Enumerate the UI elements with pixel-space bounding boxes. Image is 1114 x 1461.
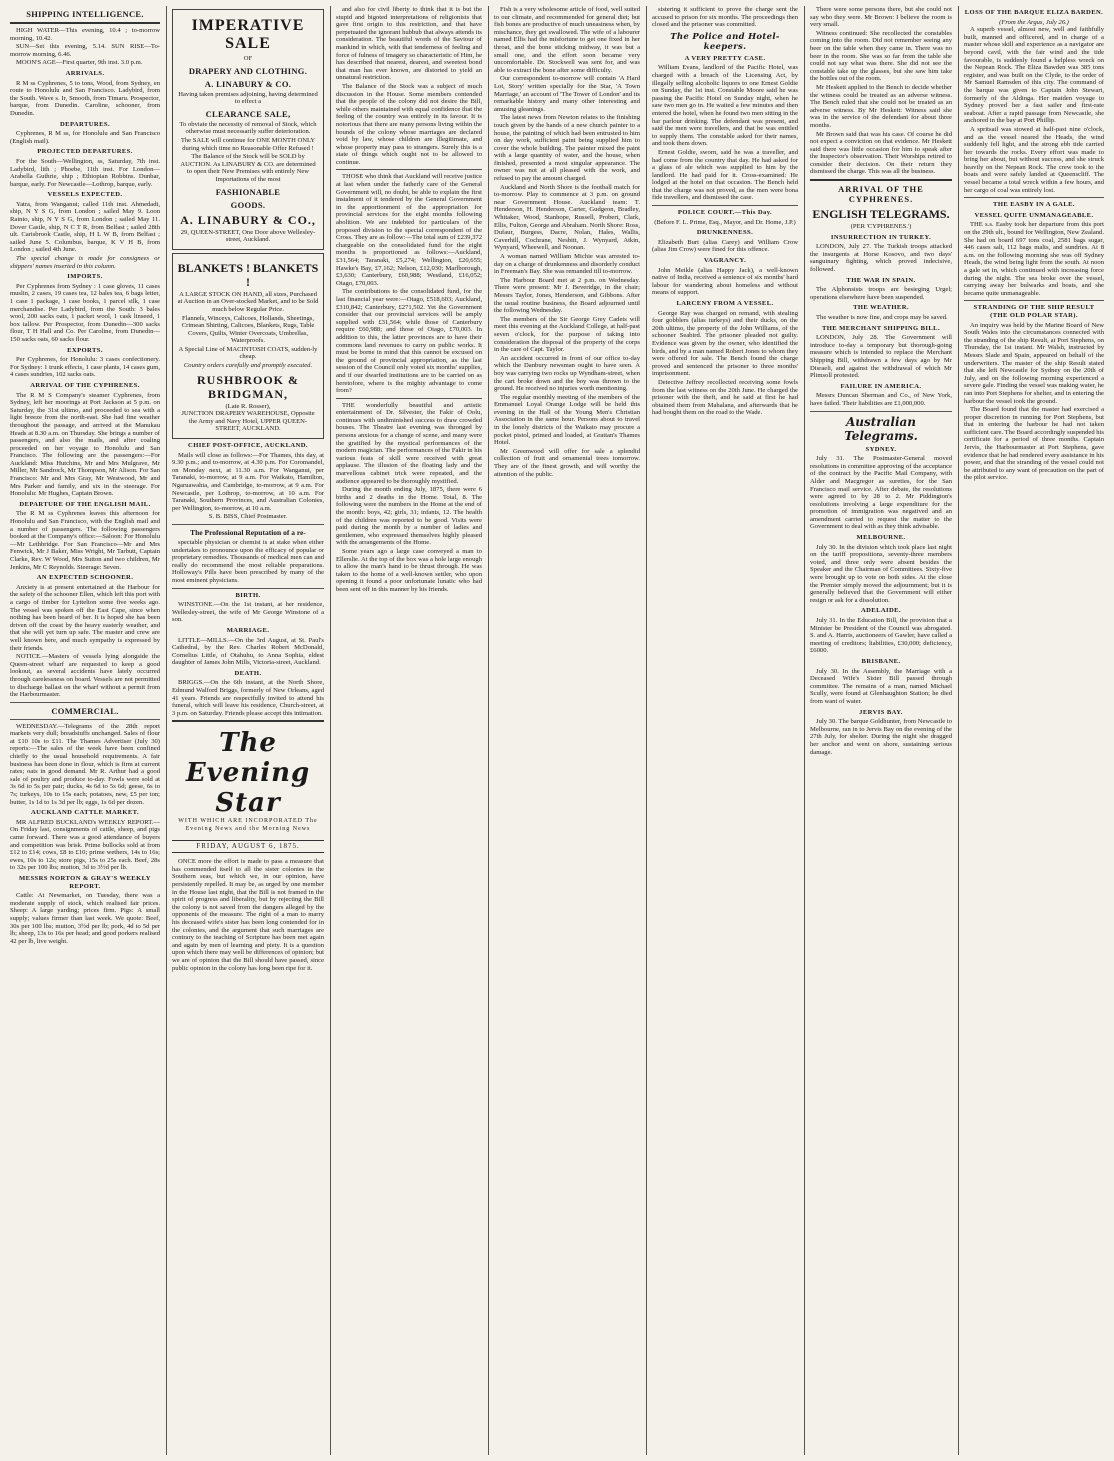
stranding-heading: STRANDING OF THE SHIP RESULT (THE OLD POLAR STAR). — [973, 304, 1095, 319]
expected-note: The special change is made for consignees or shippers' names inserted in this column. — [10, 255, 160, 270]
notice-text: NOTICE.—Masters of vessels lying alongside the Queen-street wharf are requested to keep a good lookout, as several accidents have lately occurred through carelessness on board. Vessels are not permitted to discharge ballast on the wharf without a permit from the Harbourmaster. — [10, 653, 160, 699]
ad-fashionable: FASHIONABLE — [215, 186, 281, 197]
ad-body: Having taken premises adjoining, having determined to effect a — [178, 90, 318, 106]
witness-text-2: Witness continued: She recollected the constables coming into the room. Did not remember seeing any beer on the table when they came in. There was no beer in the room. She was so far from the table she could not say what was there. She did not see the constable take up the glasses, but she saw him take the bottles out of the room. — [810, 29, 952, 83]
arrivals-heading: ARRIVALS. — [65, 69, 105, 77]
police-text: William Evans, landlord of the Pacific Hotel, was charged with a breach of the Licensing Act, by illegally selling alcoholic liquors to one Ernest Goldie on Sunday, the 1st inst. Constable Moore said he was passing the Pacific Hotel on Sunday night, when he saw two men go in. He waited a few minutes and then entered the hotel, when he found two men sitting in the bar parlour drinking. The defendant was present, and said the men were travellers, and that he was entitled to supply them. The constable asked for their names, and took them down. — [652, 64, 798, 148]
masthead — [172, 728, 324, 833]
exports-text: Per Cyphrenes, for Honolulu: 3 cases confectionery. For Sydney: 1 trunk effects, 1 case plants, 14 cases gum, 4 cases sundries, 102 sacks oats. — [10, 356, 160, 379]
cyphrenes-heading: ARRIVAL OF THE CYPHRENES. — [838, 184, 924, 205]
sun-text: SUN—Set this evening, 5.14. SUN RISE—To-morrow morning, 6.46. — [10, 43, 160, 58]
blankets-note: Country orders carefully and promptly executed. — [183, 362, 313, 370]
football-text: Auckland and North Shore is the football match for to-morrow. Play to commence at 3 p.m. on ground near Government House. Auckland team: T. Henderson, H. Henderson, Carter, Gudgeon, Bradley, Whitaker, Wood, Stanhope, Russell, Probert, Clark, Ellis, Fulton, George and Abraham. North Shore: Ross, Dufaur, Burgess, Dacre, Nolan, Hales, Wallis, Caverhill, Cochrane, Nesbitt, J. Wynyard, Atkin, Wynyard, Wheewell, and Noonan. — [494, 183, 640, 252]
loss-source: (From the Argus, July 26.) — [999, 18, 1069, 26]
departures-heading: DEPARTURES. — [59, 120, 111, 128]
blankets-firm-sub: (Late R. Rosser), — [225, 402, 271, 410]
expected-heading: VESSELS EXPECTED. — [47, 191, 123, 199]
spain-text: The Alphonsists troops are besieging Urgel; operations elsewhere have been suspended. — [810, 286, 952, 301]
blankets-body-2: A Special Line of MACINTOSH COATS, sudden-ly cheap. — [178, 345, 318, 361]
projected-text: For the South—Wellington, ss, Saturday, 7th inst. Ladybird, lith ; Phoebe, 11th inst. For London—Arabella Guthrie, ship ; Ethiopian Robbins. Dunbar, barque, early. For Newcastle—Lothrop, barque, early. — [10, 157, 160, 188]
birth-heading: BIRTH. — [235, 591, 261, 599]
gale-subheading: VESSEL QUITE UNMANAGEABLE. — [974, 211, 1094, 219]
adelaide-heading: ADELAIDE. — [860, 607, 902, 615]
adelaide-text: July 31. In the Education Bill, the provision that a Minister be President of the Council was abrogated. S. and A. Harris, auctioneers of Gawler, have called a meeting of creditors; liabilities, £30,000; deficiency, £6000. — [810, 617, 952, 655]
column-local-news — [490, 6, 644, 1455]
painter-text: The latest news from Newton relates to the finishing touch given by the hands of a new church painter to a house, the painting of which had been entrusted to him on day work, sufficient paint being supplied him to cover the whole building. The painter mixed the paint with a large quantity of water, and the house, when finished, presented a most singular appearance. The owner was not at all pleased with the work, and refused to pay the amount charged. — [494, 114, 640, 183]
death-heading: DEATH. — [234, 669, 262, 677]
failure-heading: FAILURE IN AMERICA. — [840, 382, 922, 390]
apportionment-text-2: The contributions to the consolidated fund, for the last financial year were:—Otago, £518,603; Auckland, £310,842; Canterbury, £271,502. Yet the Government consider that our provincial services will be amply supplied with £31,564; while those of Canterbury require £60,988; and those of Otago, £70,003. In addition to this, the latter provinces are to have their commons land revenues to carry on public works. It must be borne in mind that this cannot be excused on the ground of provincial appropriation, as the last session of the Council only voted six months' supplies, and if our dwarfed institutions are to be carried on as heretofore, where is the mighty advantage to come from? — [336, 288, 482, 395]
newspaper-page — [6, 6, 1108, 1455]
blankets-firm: RUSHBROOK & BRIDGMAN, — [196, 372, 299, 401]
witness-text-4: Mr Brown said that was his case. Of course he did not expect a conviction on that evidence. Mr Heskett said there was little occasion for him to speak after the Inspector's observation. Their Worships retired to consider their decision. On their return they dismissed the charge. This was all the business. — [810, 130, 952, 176]
police-subheading: A VERY PRETTY CASE. — [684, 54, 766, 62]
correspondent-text: Our correspondent to-morrow will contain 'A Hard Lot, Story' written specially for the Star, 'A Town Marriage,' an account of 'The Tower of London' and its remarkable history and many other interesting and amusing gleanings. — [494, 75, 640, 113]
departure-heading: DEPARTURE OF THE ENGLISH MAIL. — [19, 500, 151, 508]
post-office-heading: CHIEF POST-OFFICE, AUCKLAND. — [188, 442, 308, 450]
imports-heading: IMPORTS. — [67, 273, 103, 281]
stranding-text-2: The Board found that the master had exercised a proper discretion in running for Port Stephens, but that in entering the harbour he had not taken sufficient care. The Board accordingly suspended his certificate for a period of three months. Captain Jervis, the Harbourmaster at Port Stephens, gave evidence that he had rendered every assistance in his power, and that the stranding of the vessel could not be attributed to any want of precaution on the part of the pilot service. — [964, 406, 1104, 482]
column-rule — [804, 6, 805, 1455]
departure-text: The R M ss Cyphrenes leaves this afternoon for Honolulu and San Francisco, with the English mail and a number of passengers. The following passengers booked at the Company's office:—Saloon: For Honolulu—Mr Lethbridge. For San Francisco—Mr and Mrs Fenwick, Mr J Baker, Miss Wright, Mr Tarbutt, Captain Clarke, Rev. W Wood, Mrs Sutton and two children, Mr Jenkins, Mr C Reynolds. Steerage: Seven. — [10, 510, 160, 571]
column-shipping-news — [960, 6, 1108, 1455]
court-heading: POLICE COURT.—This Day. — [677, 209, 773, 217]
death-text: BRIGGS.—On the 6th instant, at the North Shore, Edmund Walford Briggs, formerly of New Orleans, aged 41 years. Friends are respectfully invited to attend his funeral, which will leave his residence, Church-street, at 3 p.m. on Saturday. Friends please accept this intimation. — [172, 679, 324, 717]
professional-heading: The Professional Reputation of a re- — [190, 527, 306, 537]
larceny-heading: LARCENY FROM A VESSEL. — [676, 300, 774, 307]
ad-body-4: The Balance of the Stock will be SOLD by AUCTION. As LINABURY & CO. are determined to open their New Premises with entirely New Importations of the most — [180, 153, 316, 183]
editorial-cont-1: and also for civil liberty to think that it is but the stupid and bigoted interpretations of religionists that gave first origin to this restriction, and that have perpetuated the ignorant hubbub that always attends its consideration. The beautiful words of the Saviour of mankind in which, with that tenderness of feeling and force of fulness of imagery so characteristic of Him, he has described that nearest, dearest, and sweetest bond that man has ever known, are distorted to yield an unnatural restriction. — [336, 6, 482, 82]
drunkenness-heading: DRUNKENNESS. — [696, 229, 754, 237]
column-rule — [958, 6, 959, 1455]
blankets-list: Flannels, Winceys, Calicoes, Hollands, Sheetings, Crimean Shirting, Calicoes, Blankets, Rugs, Table Covers, Quilts, Winter Overcoats, Umbrellas, Waterproofs. — [181, 314, 315, 345]
ad-body-3: The SALE will continue for ONE MONTH ONLY during which time no Reasonable Offer Refused ! — [180, 136, 316, 152]
marriage-heading: MARRIAGE. — [226, 626, 270, 634]
shipping-bill-heading: THE MERCHANT SHIPPING BILL. — [821, 324, 941, 332]
expected-text: Yatra, from Wanganui; called 11th inst. Ahmedadt, ship, N Y S G, from London ; sailed May 9. Loon Rainto, ship, N Y S G, from London ; sailed May 11. Dover Castle, ship, N C T R, from Belfast ; sailed 28th ult. Carisbrook Castle, ship, H L W B, from Belfast ; sailed June 5. Columbus, barque, K V H B, from London ; sailed 4th June. — [10, 200, 160, 254]
section-title-shipping: SHIPPING INTELLIGENCE. — [26, 9, 144, 19]
weather-text: The weather is now fine, and crops may be saved. — [816, 314, 948, 321]
editorial-text: ONCE more the effort is made to pass a measure that has commended itself to all the sister colonies in the Southern seas, but which we, in our opinion, have persistently repelled. It may be, as urged by one member in the House last night, that the Bill is not framed in the spirit of progress and liberality, but by rejecting the Bill the colony is not saved from the dangers alleged by the opponents of the measure. The right of a man to marry his deceased wife's sister has been long contended for in the colonies, and the argument that such marriages are contrary to the teaching of Scripture has been met again and again by men of learning and piety. It is a question upon which there may well be differences of opinion; but we are of opinion that the Bill should have passed, since public opinion in the colony has long been ripe for it. — [172, 858, 324, 972]
orange-lodge-text: The regular monthly meeting of the members of the Emmanuel Loyal Orange Lodge will be held this evening in the Hall of the Young Men's Christian Association in the same hour. Persons about to travel in the lonely districts of the Waikato may procure a pocket pistol, primed and loaded, at Grattan's Thames Hotel. — [494, 393, 640, 447]
commercial-heading: COMMERCIAL. — [51, 705, 119, 716]
fish-bone-text: Fish is a very wholesome article of food, well suited to our climate, and recommended for general diet; but fish bones are productive of much uneasiness when, by mischance, they get swallowed. The wife of a labourer named Ellis had the misfortune to get one fixed in her throat, and the bone sticking midway, it was but a small one, and the effort soon became very uncomfortable. Dr. Stockwell was sent for, and was able to extract the bone after some difficulty. — [494, 6, 640, 74]
larceny-text: George Ray was charged on remand, with stealing four gobblers (alias turkeys) and their ducks, on the 20th ultimo, the property of the John Williams, of the schooner Seabird. The prisoner pleaded not guilty. Evidence was given by the owner, who identified the birds, and by a man named Robert Jones to whom they were offered for sale. The Bench found the charge proved and sentenced the prisoner to three months' imprisonment. — [652, 309, 798, 378]
spain-heading: THE WAR IN SPAIN. — [846, 276, 916, 284]
ad-body-2: To obviate the necessity of removal of Stock, which otherwise must necessarily suffer deterioration. — [179, 120, 317, 136]
column-rule — [488, 6, 489, 1455]
moon-text: MOON'S AGE—First quarter, 9th inst. 3.0 p.m. — [16, 59, 143, 67]
jervis-bay-text: July 30. The barque Goldhunter, from Newcastle to Melbourne, ran in to Jervis Bay on the evening of the 27th July, for shelter. During the night she dragged her anchor and went on shore, sustaining serious damage. — [810, 718, 952, 756]
vagrancy-heading: VAGRANCY. — [703, 257, 747, 265]
masthead-title: The Evening Star — [185, 728, 311, 819]
arrivals-text: R M ss Cyphrenes, 5 to tons, Wood, from Sydney, en route to Honolulu and San Francisco. Ladybird, from the South. Wave s. Ir, Smooth, from Timaru. Prospector, barque, from Dunedin. Caroline, schooner, from Dunedin. — [10, 79, 160, 117]
projected-heading: PROJECTED DEPARTURES. — [37, 148, 133, 156]
editorial-cont-2: The Balance of the Stock was a subject of much discussion in the House. Some members contended that the people of the colony did not desire the Bill, while others maintained with equal confidence that the feeling of the country was entirely in its favour. It is notorious that there are many persons living within the bounds of the colony whose marriages are declared void by law, whose children are illegitimate, and whose property may pass to strangers. Surely this is a state of things which ought not to be allowed to continue. — [336, 82, 482, 166]
column-shipping — [6, 6, 164, 1455]
witness-text-1: There were some persons there, but she could not say who they were. Mr Brown: I believe the room is very small. — [810, 6, 952, 29]
tides-text: HIGH WATER—This evening, 10.4 ; to-morrow morning, 10.42. — [10, 27, 160, 42]
cattle-heading: AUCKLAND CATTLE MARKET. — [30, 809, 140, 817]
blankets-ad — [172, 253, 324, 439]
ad-of: OF — [243, 55, 253, 62]
larceny-text-2: Detective Jeffrey recollected receiving some fowls from the last witness on the 20th June. He charged the prisoner with the theft, and he said at first he had obtained them from Mahalana, and afterwards that he had bought them on the road to the Wade. — [652, 378, 798, 417]
birth-text: WINSTONE.—On the 1st instant, at her residence, Wellesley-street, the wife of Mr George Winstone of a son. — [172, 601, 324, 624]
court-bench: (Before F. L. Prime, Esq., Mayor, and Dr. Home, J.P.) — [654, 218, 796, 226]
column-advertisements — [168, 6, 328, 1455]
failure-text: Messrs Duncan Sherman and Co., of New York, have failed. Their liabilities are £1,000,000. — [810, 392, 952, 407]
arrival-text: The R M S Company's steamer Cyphrenes, from Sydney, left her moorings at Port Jackson at 5 p.m. on Saturday, the 31st ultimo, and proceeded to sea with a light breeze from the north-east. She had fine weather throughout the passage, and arrived at the Manukau Heads at 8.30 a.m. on Thursday. She brings a number of passengers, and also the mails, and after coaling proceeded on her voyage to Honolulu and San Francisco. The following are the passengers:—For Auckland: Miss Hutchins, Mr and Mrs Mulgrave, Mr Miller, Mr Sandrock, Mr Thompson, Mr Alison. For San Francisco: Mr and Mrs Gray, Mr Westwood, Mr and Mrs Parker and family, and six in the steerage. For Honolulu: Mr Hughes, Captain Brown. — [10, 391, 160, 498]
ellerslie-text: Some years ago a large case conveyed a man to Ellerslie. At the top of the box was a hole large enough to allow the man's hand to be thrust through. He was taken to the home of a well-known settler, who upon opening it found a poor unfortunate lunatic who had been sent off in this manner by his friends. — [336, 547, 482, 593]
arrival-heading: ARRIVAL OF THE CYPHRENES. — [30, 381, 140, 389]
expected-schooner-heading: AN EXPECTED SCHOONER. — [36, 574, 134, 582]
market-text: Cattle: At Newmarket, on Tuesday, there was a moderate supply of stock, which realised fair prices. Sheep: A large yarding; prices firm. Pigs: A small supply; values firmer than last week. We quote: Beef, 30s per 100 lbs; mutton, 3½d per lb; pork, 4d to 5d per lb; sheep, 13s to 16s per head; and good porkers realised 42 per lb, live weight. — [10, 892, 160, 945]
brisbane-heading: BRISBANE. — [861, 657, 901, 665]
police-cont-text: sistering it sufficient to prove the charge sent the accused to prison for six months. The proceedings then closed and the prisoner was committed. — [652, 6, 798, 29]
gale-text: THE s.s. Easby took her departure from this port on the 29th ult., bound for Wellington, New Zealand. She had on board 697 tons coal, 2581 bags sugar, 446 cases salt, 112 bags malts, and sundries. At 8 a.m. on the following morning she was off Sydney Heads, the wind being light from the south. At noon a gale set in, which continued with increasing force during the night. The sea broke over the vessel, carrying away her bulwarks and boats, and she became quite unmanageable. — [964, 221, 1104, 297]
shipping-bill-text: LONDON, July 28. The Government will introduce to-day a temporary but thorough-going measure which is intended to replace the Merchant Shipping Bill, withdrawn a few days ago by Mr Disraeli, and against the withdrawal of which Mr Plimsoll protested. — [810, 334, 952, 380]
melbourne-heading: MELBOURNE. — [856, 534, 906, 542]
home-report-text: During the month ending July, 1875, there were 6 births and 2 deaths in the Home. Total, 8. The following were the numbers in the Home at the end of the month: boys, 42; girls, 31; infants, 12. The health of the children was reported to be good. Visits were paid during the month by a number of ladies and gentlemen, who expressed themselves highly pleased with the arrangements of the Home. — [336, 486, 482, 547]
market-heading: MESSRS NORTON & GRAY'S WEEKLY REPORT. — [19, 874, 151, 890]
ad-imperative-sale: IMPERATIVE SALE — [191, 17, 305, 52]
column-rule — [330, 6, 331, 1455]
ad-address: 29, QUEEN-STREET, One Door above Wellesley-street, Auckland. — [180, 228, 316, 244]
column-editorial — [332, 6, 486, 1455]
harbour-board-text: The Harbour Board met at 2 p.m. on Wednesday. There were present: Mr J. Beveridge, in the chair; Messrs Taylor, Jones, Henderson, and Gibbons. After the usual routine business, the Board adjourned until the following Wednesday. — [494, 276, 640, 315]
ad-clearance: CLEARANCE SALE, — [205, 108, 291, 119]
witness-text-3: Mr Heskett applied to the Bench to decide whether the witness could be treated as an adverse witness. The Bench ruled that she could not be treated as an adverse witness. By Mr Heskett: Witness said she was in the service of the defendant for about three months. — [810, 83, 952, 129]
ad-firm-name-2: A. LINABURY & CO., — [180, 212, 316, 227]
cadets-text: The members of the Sir George Grey Cadets will meet this evening at the Auckland College, at half-past seven o'clock, for the purpose of taking into consideration the disposal of the property of the corps in the care of Capt. Taylor. — [494, 315, 640, 354]
ad-firm-name: A. LINABURY & CO. — [204, 78, 292, 89]
police-text-2: Ernest Goldie, sworn, said he was a traveller, and had come from the country that day. He had asked for a glass of ale which was supplied to him by the landlord. He had paid for it. Cross-examined: He lodged at the hotel on that occasion. The Bench held that the charge was not proved, as the men were bona fide travellers, and dismissed the case. — [652, 148, 798, 202]
post-office-signature: S. B. BISS, Chief Postmaster. — [208, 513, 288, 521]
column-police — [648, 6, 802, 1455]
drunkenness-text: Elizabeth Burt (alias Carey) and William Crow (alias Jim Crow) were fined for this offence. — [652, 238, 798, 254]
vagrancy-text: John Meikle (alias Happy Jack), a well-known native of India, received a sentence of six months' hard labour for wandering about homeless and without means of support. — [652, 266, 798, 297]
blankets-title: BLANKETS ! BLANKETS ! — [177, 260, 319, 289]
imports-text: Per Cyphrenes from Sydney : 1 case gloves, 11 cases muslin, 2 cases, 19 cases tea, 12 bales tea, 6 bags letter, 1 case 1 package, 1 case books, 1 parcel silk, 1 case merchandise. Per Ladybird, from the South: 3 bales wool, 200 sacks oats, 1 packet wool, 1 cask linseed, 1 box tallow. Per Prospector, from Dunedin—300 sacks flour, T H Hall and Co. Per Caroline, from Dunedin—150 sacks oats, 60 sacks flour. — [10, 282, 160, 343]
jervis-bay-heading: JERVIS BAY. — [859, 708, 903, 716]
ad-goods: GOODS. — [230, 199, 266, 210]
entertainment-text: THE wonderfully beautiful and artistic entertainment of Dr. Silvester, the Fakir of Oolu, continues with undiminished success to draw crowded houses. The Theatre last evening was thronged by persons anxious for a change of scene, and many were the gratified by the mystical performances of the modern magician. The performances of the Fakir in his various feats of skill were received with great applause. The illusion of the floating lady and the marvellous cabinet trick were repeated, and the audience appeared to be thoroughly mystified. — [336, 401, 482, 485]
trees-sale-text: Mr Greenwood will offer for sale a splendid collection of fruit and ornamental trees tomorrow. They are of the finest growth, and will worthy the attention of the public. — [494, 447, 640, 478]
loss-text: A superb vessel, almost new, well and faithfully built, manned and officered, and in charge of a master whose skill and experience as a navigator are beyond cavil, with the fair wind and the tide favourable, is suddenly found a helpless wreck on the Nepean Rock. The Eliza Bawden was 385 tons register, and was built on the Clyde, to the order of Mr Samuel Ramsden of this city. The command of the barque was given to Captain John Stewart, formerly of the Aldinga. Her maiden voyage to Sydney proved her a fast sailer and first-rate seaboat. After a rapid passage from Newcastle, she anchored in the bay at Port Phillip. — [964, 26, 1104, 125]
english-telegrams-heading: ENGLISH TELEGRAMS. — [812, 207, 950, 222]
arrest-text: A woman named William Michie was arrested to-day on a charge of drunkenness and disorderly conduct in Freeman's Bay. She was remanded till to-morrow. — [494, 253, 640, 276]
stranding-text: An inquiry was held by the Marine Board of New South Wales into the circumstances connected with the stranding of the ship Result, at Port Stephens, on Thursday, the 1st instant. Mr Walsh, instructed by Messrs Slade and Spain, appeared on behalf of the underwriters. The master of the ship Result stated that she left Newcastle for Sydney on the 20th of July, and on the following morning experienced a severe gale. Finding the vessel was making water, he ran into Port Stephens for shelter, and in entering the harbour the vessel took the ground. — [964, 321, 1104, 405]
departures-text: Cyphrenes, R M ss, for Honolulu and San Francisco (English mail). — [10, 130, 160, 145]
brisbane-text: July 30. In the Assembly, the Marriage with a Deceased Wife's Sister Bill passed through committee. The remains of a man, named Michael Scully, were found at Glenhaughton Station; he died from want of water. — [810, 667, 952, 705]
drapery-ad — [172, 9, 324, 250]
masthead-subtitle: WITH WHICH ARE INCORPORATED The Evening News and the Morning News — [178, 818, 318, 833]
turkey-text: LONDON, July 27. The Turkish troops attacked the insurgents at Horse Kosovo, and two days' sanguinary fighting, which proved indecisive, followed. — [810, 243, 952, 274]
apportionment-text: THOSE who think that Auckland will receive justice at last when under the fatherly care of the General Government will, no doubt, be able to explain the first instalment of it tendered by the General Government in the apportionment of the appropriation for provincial services for the eight months following abolition. We are indebted for particulars of the proposed division to the special correspondent of the Cross. They are as follow:—The total sum of £239,372 chargeable on the consolidated fund for the eight months is proportioned as follows:—Auckland, £31,564; Taranaki, £5,274; Wellington, £20,655; Hawke's Bay, £7,162; Nelson, £12,030; Marlborough, £3,630; Canterbury, £60,988; Westland, £16,052; Otago, £70,003. — [336, 173, 482, 287]
loss-text-2: A spritsail was stowed at half-past nine o'clock, and as the vessel neared the Heads, the wind suddenly fell light, and the strong ebb tide carried her towards the rocks. Every effort was made to bring her about, but without success, and she struck heavily on the Nepean Rock. The crew took to the boats and were safely landed at Queenscliff. The vessel became a total wreck within a few hours, and her cargo of coal was entirely lost. — [964, 125, 1104, 194]
australian-telegrams-heading: Australian Telegrams. — [844, 414, 918, 443]
police-heading: The Police and Hotel-keepers. — [670, 31, 780, 52]
gale-heading: THE EASBY IN A GALE. — [993, 201, 1075, 209]
sydney-heading: SYDNEY. — [865, 445, 897, 453]
sydney-text: July 31. The Postmaster-General moved resolutions in committee approving of the acceptance of the contract by the Pacific Mail Company, with Alder and Macgregor as sureties, for the San Francisco mail service. After debate, the resolutions were agreed to by 28 to 2. Mr Piddington's resolutions involving a large expenditure for the promotion of immigration was negatived and an amendment carried to request the matter to the Government to deal with as they think advisable. — [810, 455, 952, 531]
turkey-heading: INSURRECTION IN TURKEY. — [830, 233, 932, 241]
telegrams-via: (PER 'CYPHRENES.') — [850, 223, 912, 231]
dateline: FRIDAY, AUGUST 6, 1875. — [172, 840, 324, 854]
weather-heading: THE WEATHER. — [853, 304, 909, 312]
marriage-text: LITTLE—MILLS.—On the 3rd August, at St. Paul's Cathedral, by the Rev. Charles Robert McDonald, Cornelius Little, of Otahuhu, to Anna Sophia, eldest daughter of James John Mills, Victoria-street, Auckland. — [172, 636, 324, 667]
commercial-text: WEDNESDAY.—Telegrams of the 28th report markets very dull; breadstuffs unchanged. Sales of flour at £10 10s to £11. The Thames Advertiser (July 30) reports:—The sales of the week have been confined chiefly to the usual household requirements. A fair business has been done in flour, which is firm at current rates; oats in good demand. Mr R. Arthur had a good sale of poultry and produce to-day. Fowls were sold at 3s 6d to 5s per pair; ducks, 4s 6d to 5s 6d; geese, 6s to 7s; turkeys, 10s to 15s each; potatoes, new, £5 per ton; butter, 1s 1d to 1s 3d per lb; eggs, 1s 6d per dozen. — [10, 722, 160, 806]
column-rule — [646, 6, 647, 1455]
cattle-text: MR ALFRED BUCKLAND's WEEKLY REPORT.—On Friday last, consignments of cattle, sheep, and pigs came forward. There was a good attendance of buyers and competition was brisk. Prime bullocks sold at from £12 to £14; cows, £8 to £10; prime wethers, 14s to 16s; ewes, 10s to 12s; store pigs, 15s to 25s each. Beef, 28s to 32s per 100 lbs; mutton, 3d to 3½d per lb. — [10, 818, 160, 872]
blankets-firm-address: JUNCTION DRAPERY WAREHOUSE, Opposite the Army and Navy Hotel, UPPER QUEEN-STREET, AUCKLAND. — [181, 410, 315, 433]
blankets-body: A LARGE STOCK ON HAND, all sizes, Purchased at Auction in an Over-stocked Market, and to be Sold much below Regular Price. — [177, 290, 319, 313]
accident-text: An accident occurred in front of our office to-day which the Danbury newsman ought to have seen. A boy was carrying two rocks up Wyndham-street, when the cart broke down and the boy was thrown to the ground. He received no injuries worth mentioning. — [494, 354, 640, 393]
exports-heading: EXPORTS. — [67, 346, 103, 354]
melbourne-text: July 30. In the division which took place last night on the tariff propositions, seventy-three members voted, and three only were absent besides the Speaker and the Chairman of Committees. Sixty-five were brought up to vote on both sides. At the close the Premier simply moved the adjournment; but it is generally believed that the Government will either resign or ask for a dissolution. — [810, 543, 952, 604]
post-office-text: Mails will close as follows:—For Thames, this day, at 9.30 p.m.; and to-morrow, at 4.30 p.m. For Coromandel, on Monday next, at 11.30 a.m. For Wanganui, per Taranaki, to-morrow, at 9 a.m. For Waikato, Hamilton, Ngaruawahia, and Cambridge, to-morrow, at 9 a.m. For Newcastle, per Lothrop, to-morrow, at 10 a.m. For Taranaki, Southern Provinces, and Australian Colonies, per Wellington, to-morrow, at 10 a.m. — [172, 451, 324, 512]
loss-heading: LOSS OF THE BARQUE ELIZA BARDEN. — [964, 9, 1104, 16]
expected-schooner-text: Anxiety is at present entertained at the Harbour for the safety of the schooner Ellen, which left this port with a cargo of timber for Lyttelton some five weeks ago. The vessel was spoken off the East Cape, since when nothing has been heard of her. It is hoped she has been driven off the coast by the heavy easterly weather, and that she will yet turn up safe. The master and crew are well known here, and much sympathy is expressed by their friends. — [10, 583, 160, 652]
column-rule — [166, 6, 167, 1455]
ad-drapery-clothing: DRAPERY AND CLOTHING. — [188, 65, 308, 76]
column-telegrams — [806, 6, 956, 1455]
professional-text: spectable physician or chemist is at stake when either undertakes to pronounce upon the efficacy of popular or proprietary remedies. Thousands of medical men can and really do recommend the most reliable preparations. Holloway's Pills have been prescribed by many of the most eminent physicians. — [172, 538, 324, 584]
